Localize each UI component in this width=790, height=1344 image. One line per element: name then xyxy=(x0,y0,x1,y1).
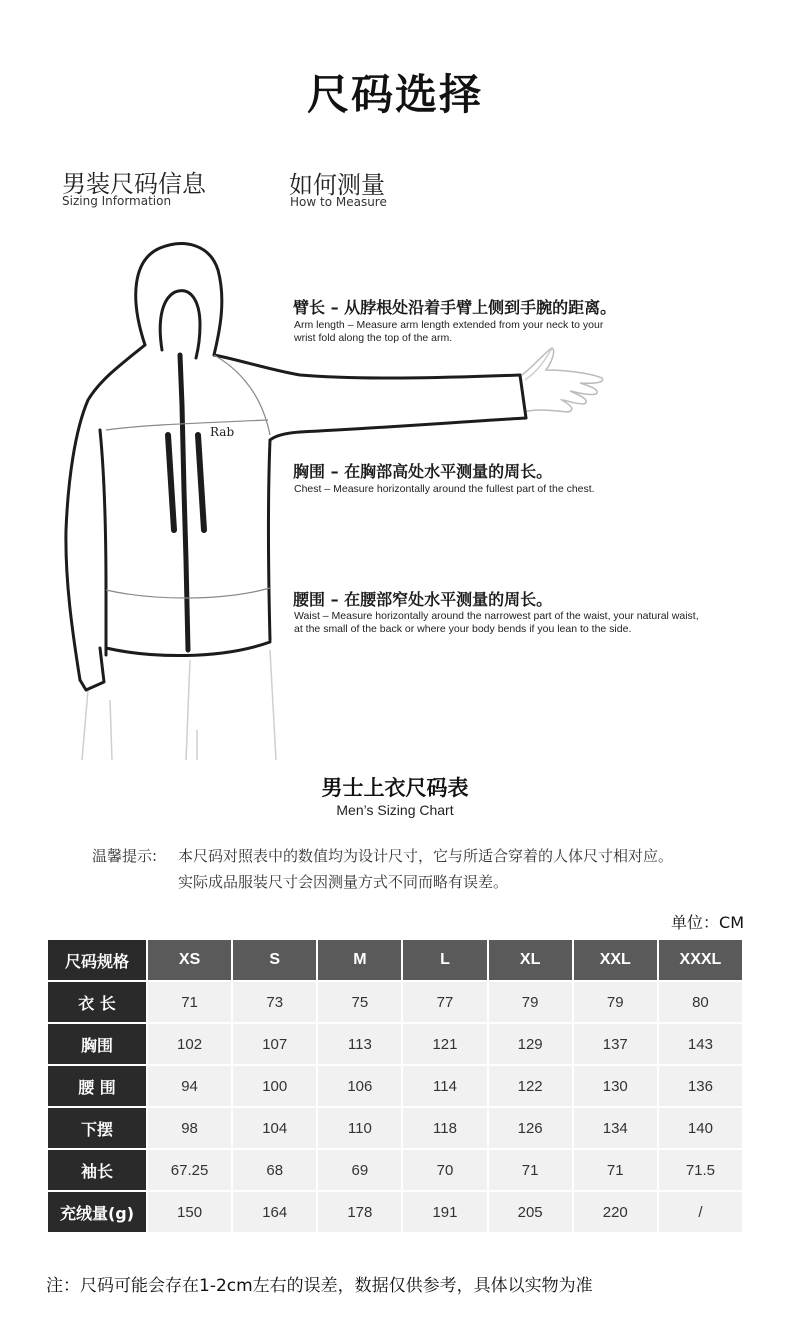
arm-length-en-2: wrist fold along the top of the arm. xyxy=(294,332,453,344)
header-cell: S xyxy=(233,940,316,980)
header-cell: XXL xyxy=(574,940,657,980)
table-cell: 100 xyxy=(233,1066,316,1106)
table-cell: 71 xyxy=(489,1150,572,1190)
table-cell: 126 xyxy=(489,1108,572,1148)
table-cell: 143 xyxy=(659,1024,742,1064)
table-cell: 71 xyxy=(148,982,231,1022)
table-cell: 80 xyxy=(659,982,742,1022)
table-cell: 220 xyxy=(574,1192,657,1232)
unit-label: 单位：CM xyxy=(671,913,744,932)
hand-outline xyxy=(522,348,603,412)
table-row xyxy=(48,982,742,1022)
table-cell: 77 xyxy=(403,982,486,1022)
table-row xyxy=(48,1150,742,1190)
table-cell: 73 xyxy=(233,982,316,1022)
row-label: 下摆 xyxy=(48,1108,146,1148)
waist-en-1: Waist – Measure horizontally around the narrowest part of the waist, your natural waist, xyxy=(294,610,699,622)
table-cell: 134 xyxy=(574,1108,657,1148)
header-cell: L xyxy=(403,940,486,980)
header-cell: 尺码规格 xyxy=(48,940,146,980)
table-cell: 110 xyxy=(318,1108,401,1148)
table-cell: 178 xyxy=(318,1192,401,1232)
chest-cn: 胸围 – 在胸部高处水平测量的周长。 xyxy=(293,462,553,481)
table-cell: 107 xyxy=(233,1024,316,1064)
table-cell: 118 xyxy=(403,1108,486,1148)
table-cell: 71.5 xyxy=(659,1150,742,1190)
header-cell: XXXL xyxy=(659,940,742,980)
row-label: 充绒量(g) xyxy=(48,1192,146,1232)
sizing-info-title: 男装尺码信息 xyxy=(62,170,206,198)
table-cell: 130 xyxy=(574,1066,657,1106)
table-cell: 137 xyxy=(574,1024,657,1064)
tip-line-1: 本尺码对照表中的数值均为设计尺寸，它与所适合穿着的人体尺寸相对应。 xyxy=(178,847,674,865)
arm-length-en-1: Arm length – Measure arm length extended from your neck to your xyxy=(294,319,604,331)
size-table xyxy=(46,938,744,1234)
table-cell: 79 xyxy=(489,982,572,1022)
table-cell: 98 xyxy=(148,1108,231,1148)
row-label: 腰 围 xyxy=(48,1066,146,1106)
page-title: 尺码选择 xyxy=(306,70,483,119)
header-cell: M xyxy=(318,940,401,980)
table-cell: 113 xyxy=(318,1024,401,1064)
rab-logo: Rab xyxy=(210,425,235,439)
chest-en: Chest – Measure horizontally around the fullest part of the chest. xyxy=(294,483,595,495)
chart-subtitle: Men’s Sizing Chart xyxy=(336,802,454,818)
table-cell: 140 xyxy=(659,1108,742,1148)
table-cell: 102 xyxy=(148,1024,231,1064)
waist-en-2: at the small of the back or where your body bends if you lean to the side. xyxy=(294,623,632,635)
table-cell: 94 xyxy=(148,1066,231,1106)
table-cell: 75 xyxy=(318,982,401,1022)
sizing-info-subtitle: Sizing Information xyxy=(62,194,172,208)
table-cell: 79 xyxy=(574,982,657,1022)
table-cell: 68 xyxy=(233,1150,316,1190)
table-row xyxy=(48,1108,742,1148)
table-cell: 136 xyxy=(659,1066,742,1106)
table-cell: 106 xyxy=(318,1066,401,1106)
row-label: 袖长 xyxy=(48,1150,146,1190)
tip-label: 温馨提示: xyxy=(92,847,158,865)
table-row xyxy=(48,1066,742,1106)
table-cell: 69 xyxy=(318,1150,401,1190)
table-cell: 164 xyxy=(233,1192,316,1232)
table-row xyxy=(48,1024,742,1064)
waist-cn: 腰围 – 在腰部窄处水平测量的周长。 xyxy=(293,590,553,609)
table-cell: 71 xyxy=(574,1150,657,1190)
table-cell: 191 xyxy=(403,1192,486,1232)
table-cell: 104 xyxy=(233,1108,316,1148)
header-cell: XS xyxy=(148,940,231,980)
how-to-measure-subtitle: How to Measure xyxy=(290,195,387,209)
table-cell: 129 xyxy=(489,1024,572,1064)
row-label: 胸围 xyxy=(48,1024,146,1064)
table-cell: 70 xyxy=(403,1150,486,1190)
table-cell: 121 xyxy=(403,1024,486,1064)
table-cell: 67.25 xyxy=(148,1150,231,1190)
table-cell: 205 xyxy=(489,1192,572,1232)
table-cell: / xyxy=(659,1192,742,1232)
header-cell: XL xyxy=(489,940,572,980)
how-to-measure-title: 如何测量 xyxy=(289,171,385,199)
disclaimer-note: 注：尺码可能会存在1-2cm左右的误差，数据仅供参考，具体以实物为准 xyxy=(46,1276,593,1296)
table-header-row xyxy=(48,940,742,980)
table-cell: 114 xyxy=(403,1066,486,1106)
table-cell: 150 xyxy=(148,1192,231,1232)
table-cell: 122 xyxy=(489,1066,572,1106)
arm-length-cn: 臂长 – 从脖根处沿着手臂上侧到手腕的距离。 xyxy=(293,298,617,317)
chart-title: 男士上衣尺码表 xyxy=(321,776,469,800)
table-row xyxy=(48,1192,742,1232)
row-label: 衣 长 xyxy=(48,982,146,1022)
tip-line-2: 实际成品服装尺寸会因测量方式不同而略有误差。 xyxy=(178,873,509,891)
